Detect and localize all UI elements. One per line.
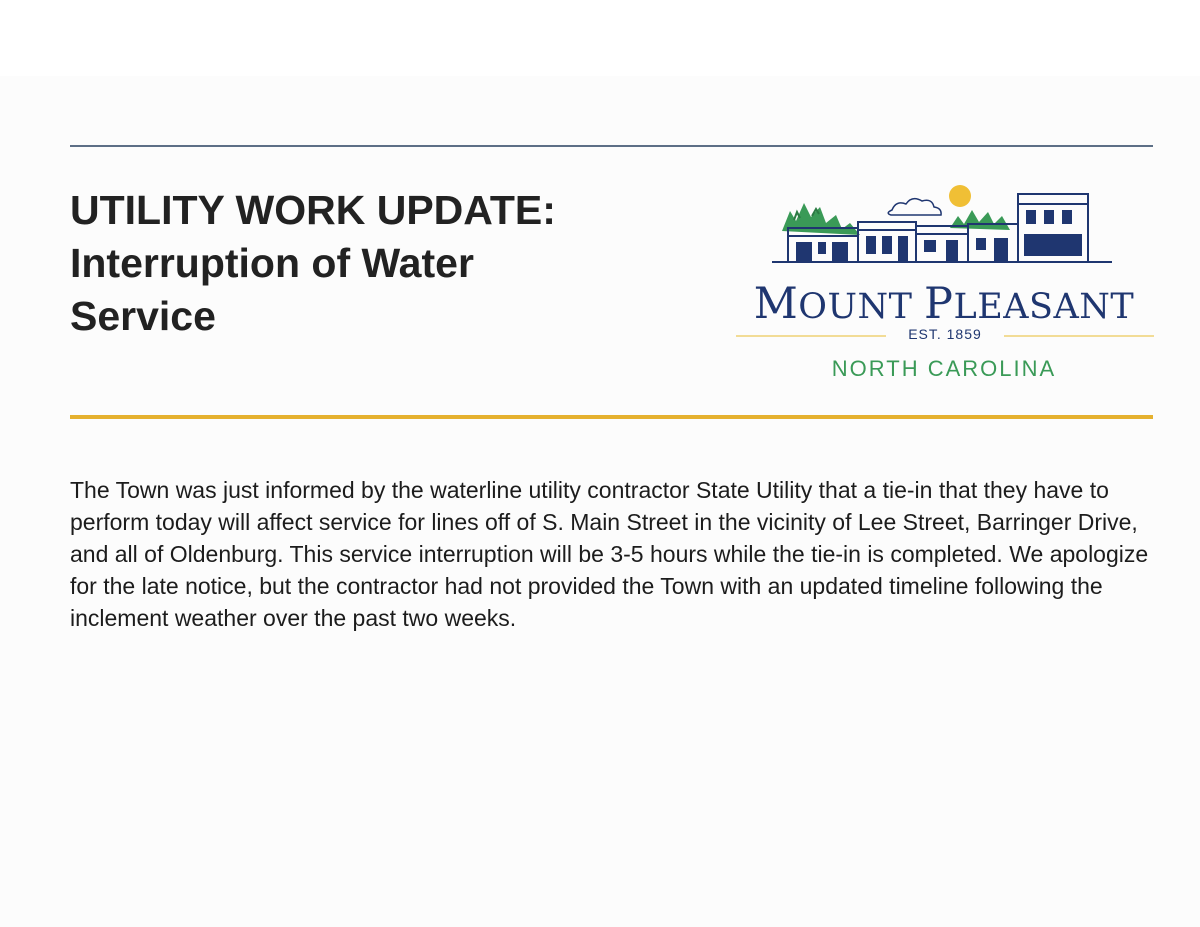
town-skyline-icon — [732, 176, 1156, 276]
top-strip — [0, 0, 1200, 76]
page-title — [70, 184, 690, 343]
gold-divider — [70, 415, 1153, 419]
logo-established-row — [736, 326, 1154, 344]
notice-body: The Town was just informed by the waterline utility contractor State Utility that a tie-in that they have to perform today will affect service for lines off of S. Main Street in the vicinity of Lee Street, Barringer Drive, and all of Oldenburg. This service interruption will be 3-5 hours while the tie-in is completed. We apologize for the late notice, but the contractor had not provided the Town with an updated timeline following the inclement weather over the past two weeks. — [70, 477, 1149, 631]
town-logo — [732, 176, 1156, 390]
title-line-2: Interruption of Water — [70, 240, 474, 286]
top-divider — [70, 145, 1153, 147]
logo-town-name: MOUNT PLEASANT — [753, 279, 1135, 329]
title-line-3: Service — [70, 293, 216, 339]
title-line-1: UTILITY WORK UPDATE: — [70, 187, 556, 233]
logo-state: NORTH CAROLINA — [831, 356, 1057, 381]
logo-est-line-left — [736, 335, 886, 337]
logo-est-line-right — [1004, 335, 1154, 337]
logo-established: EST. 1859 — [908, 326, 982, 342]
